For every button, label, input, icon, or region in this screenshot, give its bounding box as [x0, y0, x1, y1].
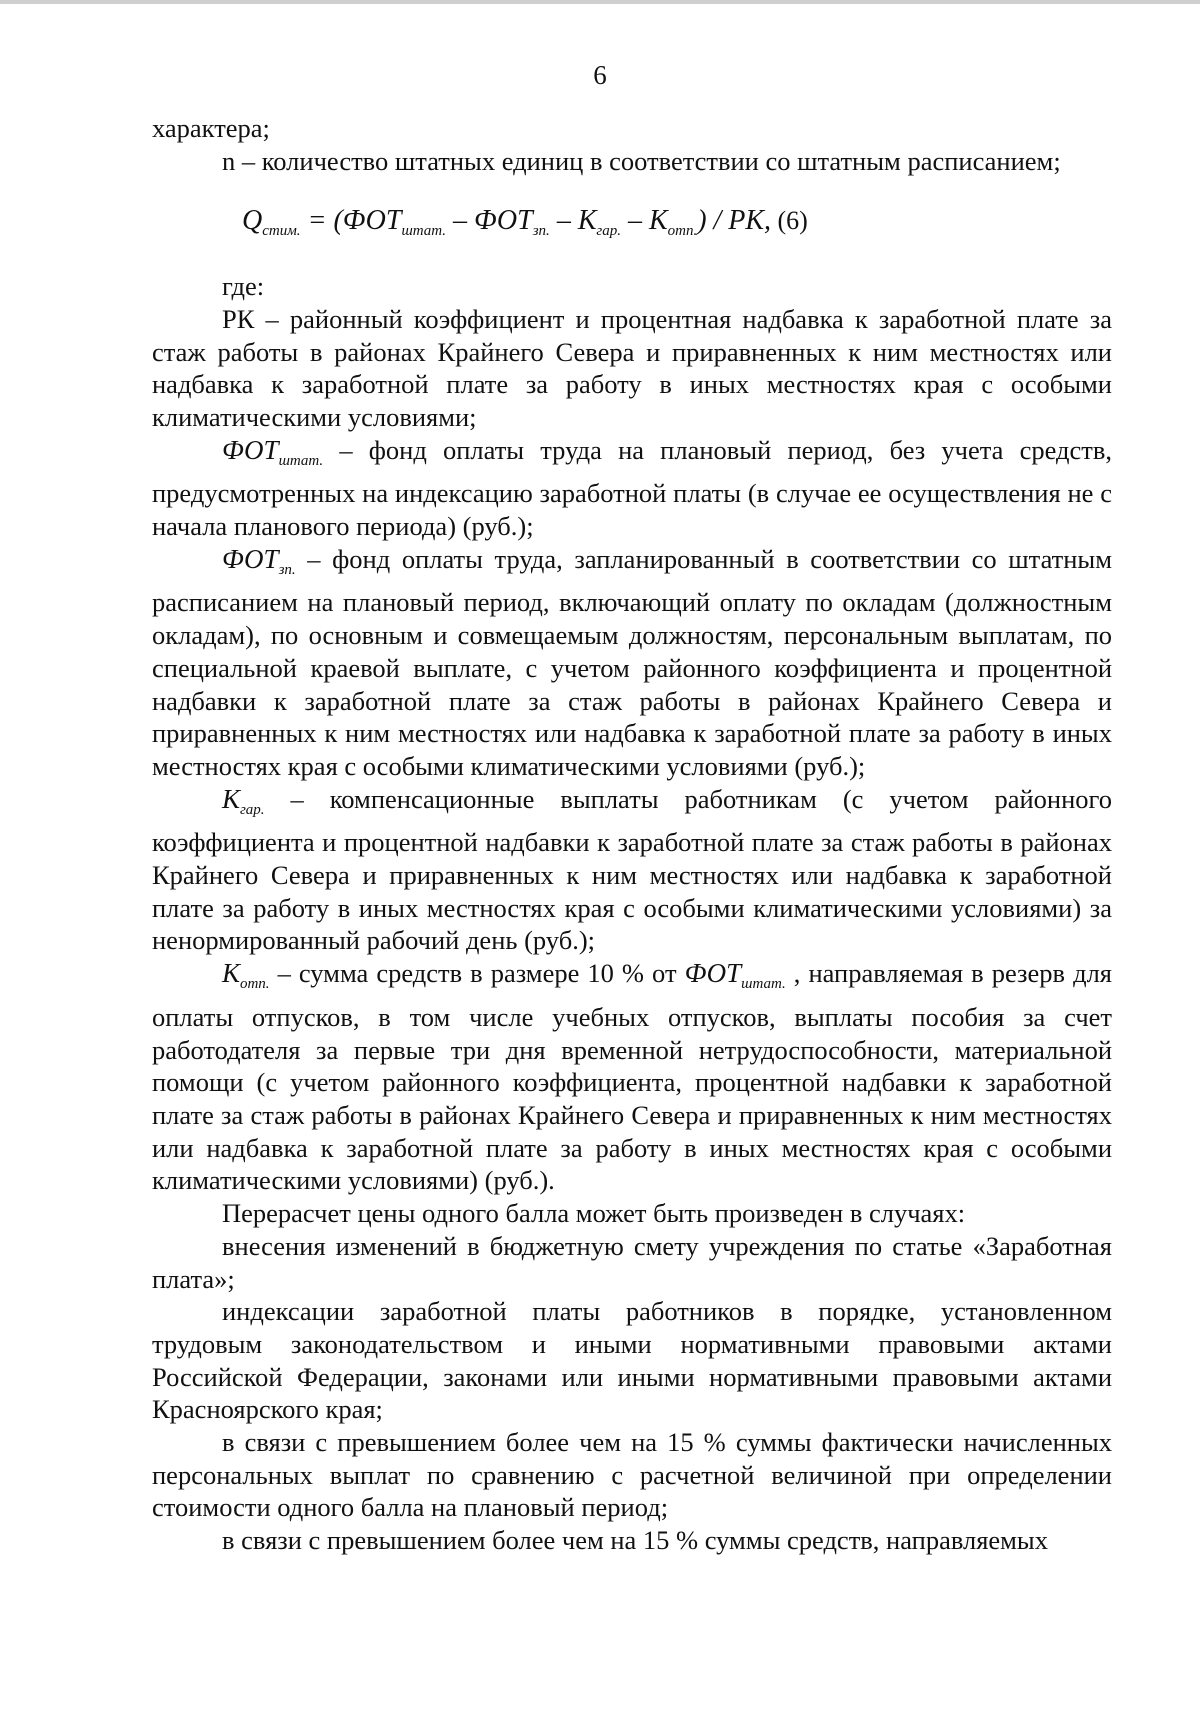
k-otp-text-a: – сумма средств в размере 10 % от [269, 958, 685, 989]
paragraph-continuation: характера; [152, 113, 270, 143]
k-gar-symbol: К [222, 783, 240, 814]
k-otp-symbol: К [222, 958, 240, 989]
paragraph-case-personal-payments: в связи с превышением более чем на 15 % суммы фактически начисленных персональных выплат по сравнению с расчетной величиной при определении стоимости одного балла на плановый период; [152, 1427, 1112, 1523]
fot-shtat-symbol: ФОТ [222, 434, 279, 465]
k-otp-text-b: , направляемая в резерв для оплаты отпусков, в том числе учебных отпусков, выплаты пособия за счет работодателя за первые три дня временной нетрудоспособности, материальной помощи (с учетом районного коэффициента, процентной надбавки к заработной плате за стаж работы в районах Крайнего Севера и приравненных к ним местностях или надбавка к заработной плате за работу в иных местностях края с особыми климатическими условиями) (руб.). [152, 958, 1112, 1196]
fot-shtat-text: – фонд оплаты труда на плановый период, без учета средств, предусмотренных на индексацию заработной платы (в случае ее осуществления не с начала планового периода) (руб.); [152, 434, 1112, 542]
scan-edge [0, 0, 1200, 4]
paragraph-case-budget: внесения изменений в бюджетную смету учреждения по статье «Заработная плата»; [152, 1230, 1112, 1294]
paragraph-case-funds: в связи с превышением более чем на 15 % суммы средств, направляемых [222, 1525, 1048, 1556]
paragraph-k-gar-definition [152, 783, 1112, 958]
formula-fot-shtat-sub: штат. [401, 223, 447, 240]
formula-6 [152, 205, 1112, 248]
formula-eq-open: = (ФОТ [300, 205, 402, 237]
k-gar-text: – компенсационные выплаты работникам (с учетом районного коэффициента и процентной надбавки к заработной плате за стаж работы в районах Крайнего Севера и приравненных к ним местностях или надбавка к заработной плате за работу в иных местностях края с особыми климатическими условиями) за ненормированный рабочий день (руб.); [152, 783, 1112, 956]
page-number: 6 [593, 60, 607, 90]
k-gar-sub: гар. [239, 801, 265, 818]
document-body [152, 112, 1112, 1557]
formula-minus-k2: – К [621, 205, 668, 237]
formula-q: Q [242, 205, 263, 237]
formula-q-sub: стим. [262, 223, 301, 240]
fot-zp-text: – фонд оплаты труда, запланированный в соответствии со штатным расписанием на плановый период, включающий оплату по окладам (должностным окладам), по основным и совмещаемым должностям, персональным выплатам, по специальной краевой выплате, с учетом районного коэффициента и процентной надбавки к заработной плате за стаж работы в районах Крайнего Севера и приравненных к ним местностях или надбавка к заработной плате за работу в иных местностях края с особыми климатическими условиями (руб.); [152, 543, 1112, 781]
paragraph-recalc-intro: Перерасчет цены одного балла может быть произведен в случаях: [222, 1198, 966, 1229]
where-label: где: [222, 271, 265, 302]
k-otp-fot-sub: штат. [741, 976, 786, 993]
paragraph-fot-zp-definition [152, 543, 1112, 783]
paragraph-rk-definition: РК – районный коэффициент и процентная надбавка к заработной плате за стаж работы в районах Крайнего Севера и приравненных к ним местностях или надбавка к заработной плате за работу в иных местностях края с особыми климатическими условиями; [152, 303, 1112, 432]
fot-zp-sub: зп. [278, 561, 296, 578]
formula-number: (6) [771, 206, 808, 236]
formula-minus-fot: – ФОТ [446, 205, 533, 237]
formula-close: ) / РК, [697, 205, 772, 237]
paragraph-k-otp-definition [152, 957, 1112, 1197]
paragraph-case-indexation: индексации заработной платы работников в порядке, установленном трудовым законодательством и иными нормативными правовыми актами Российской Федерации, законами или иными нормативными правовыми актами Красноярского края; [152, 1296, 1112, 1425]
formula-minus-k: – К [549, 205, 597, 237]
paragraph-n-definition: n – количество штатных единиц в соответствии со штатным расписанием; [222, 145, 1061, 176]
formula-fot-zp-sub: зп. [532, 223, 550, 240]
fot-zp-symbol: ФОТ [222, 543, 279, 574]
fot-shtat-sub: штат. [278, 452, 324, 469]
k-otp-fot-symbol: ФОТ [684, 958, 742, 989]
k-otp-sub: отп. [239, 976, 270, 993]
paragraph-fot-shtat-definition [152, 434, 1112, 543]
formula-k-gar-sub: гар. [596, 223, 622, 240]
formula-k-otp-sub: отп. [667, 223, 698, 240]
